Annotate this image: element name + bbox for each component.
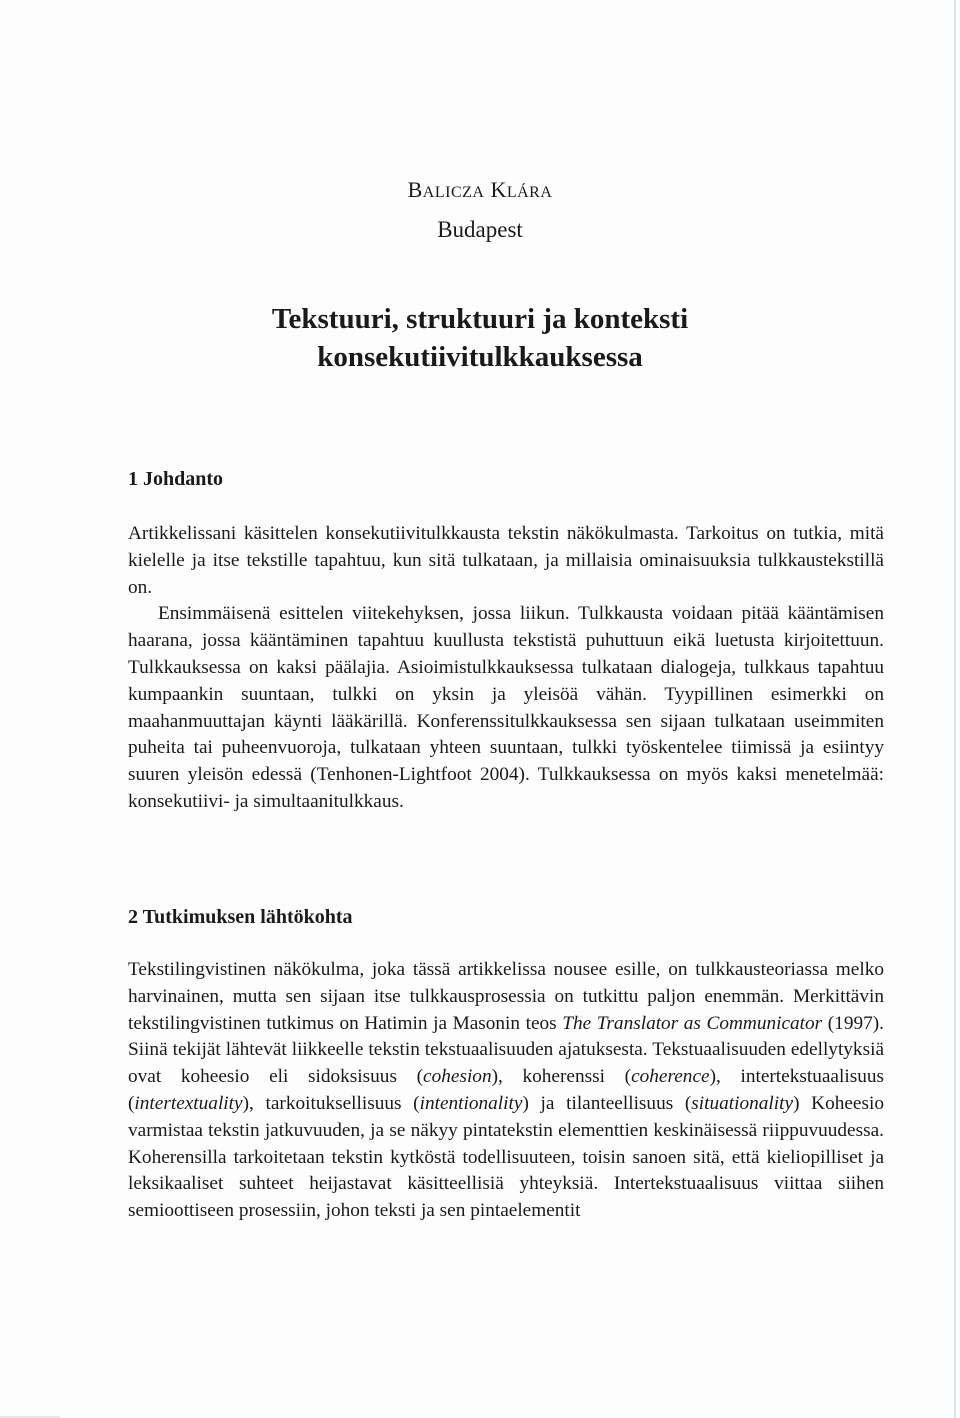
term-intentionality: intentionality	[419, 1092, 523, 1114]
section-heading-johdanto: 1 Johdanto	[128, 468, 224, 490]
author-city: Budapest	[437, 217, 523, 242]
text-run: ), intertekstuaalisuus (	[128, 1066, 884, 1114]
term-intertextuality: intertextuality	[134, 1092, 243, 1114]
text-run: ) ja tilanteellisuus (	[522, 1092, 692, 1114]
article-title-line2: konsekutiivitulkkauksessa	[317, 341, 643, 373]
author-last-initial: K	[490, 177, 507, 202]
section-body-johdanto	[128, 521, 884, 816]
text-run: ), tarkoituksellisuus (	[242, 1092, 420, 1114]
term-cohesion: cohesion	[423, 1066, 492, 1088]
author-name	[0, 176, 960, 207]
section-heading-lahtokohta: 2 Tutkimuksen lähtökohta	[128, 906, 353, 928]
author-last-rest: LÁRA	[506, 184, 553, 201]
article-title	[0, 300, 960, 376]
text-run: Tekstilingvistinen näkökulma, joka tässä artikkelissa nousee esille, on tulkkausteoriassa melko harvinainen, mutta sen sijaan itse tulkkausprosessia on tutkittu paljon enemmän. Merkittävin tekstilingvistinen tutkimus on Hatimin ja Masonin teos	[128, 959, 884, 1034]
text-run: ), koherenssi (	[491, 1066, 632, 1088]
text-run: (1997). Siinä tekijät lähtevät liikkeelle tekstin tekstuaalisuuden ajatuksesta. Tekstuaalisuuden edellytyksiä ovat koheesio eli sidoksisuus (	[128, 1012, 884, 1088]
text-run: ) Koheesio varmistaa tekstin jatkuvuuden, ja se näkyy pintatekstin elementtien keskinäisessä riippuvuudessa. Koherensilla tarkoitetaan tekstin kytköstä todellisuuteen, toisin sanoen sitä, että kieliopilliset ja leksikaaliset suhteet heijastavat käsitteellisiä yhteyksiä. Intertekstuaalisuus viittaa siihen semioottiseen prosessiin, johon teksti ja sen pintaelementit	[128, 1092, 884, 1222]
author-first-initial: B	[407, 177, 423, 202]
section-body-lahtokohta	[128, 957, 884, 1225]
author-first-rest: ALICZA	[422, 184, 485, 201]
term-coherence: coherence	[631, 1066, 710, 1088]
page-edge-shadow	[954, 0, 956, 1418]
article-title-line1: Tekstuuri, struktuuri ja konteksti	[271, 303, 689, 335]
paragraph	[128, 957, 884, 1225]
paragraph: Ensimmäisenä esittelen viitekehyksen, jossa liikun. Tulkkausta voidaan pitää kääntämisen haarana, jossa kääntäminen tapahtuu kuullusta tekstistä puhuttuun eikä luetusta kirjoitettuun. Tulkkauksessa on kaksi päälajia. Asioimistulkkauksessa tulkataan dialogeja, tulkkaus tapahtuu kumpaankin suuntaan, tulkki on yksin ja yleisöä vähän. Tyypillinen esimerkki on maahanmuuttajan käynti lääkärillä. Konferenssitulkkauksessa sen sijaan tulkataan useimmiten puheita tai puheenvuoroja, tulkataan yhteen suuntaan, tulkki työskentelee tiimissä ja esiintyy suuren yleisön edessä (Tenhonen-Lightfoot 2004). Tulkkauksessa on myös kaksi menetelmää: konsekutiivi- ja simultaanitulkkaus.	[128, 603, 884, 812]
paragraph: Artikkelissani käsittelen konsekutiivitulkkausta tekstin näkökulmasta. Tarkoitus on tutkia, mitä kielelle ja itse tekstille tapahtuu, kun sitä tulkataan, ja millaisia ominaisuuksia tulkkaustekstillä on.	[128, 523, 884, 598]
book-title: The Translator as Communicator	[562, 1012, 823, 1034]
term-situationality: situationality	[691, 1092, 794, 1114]
